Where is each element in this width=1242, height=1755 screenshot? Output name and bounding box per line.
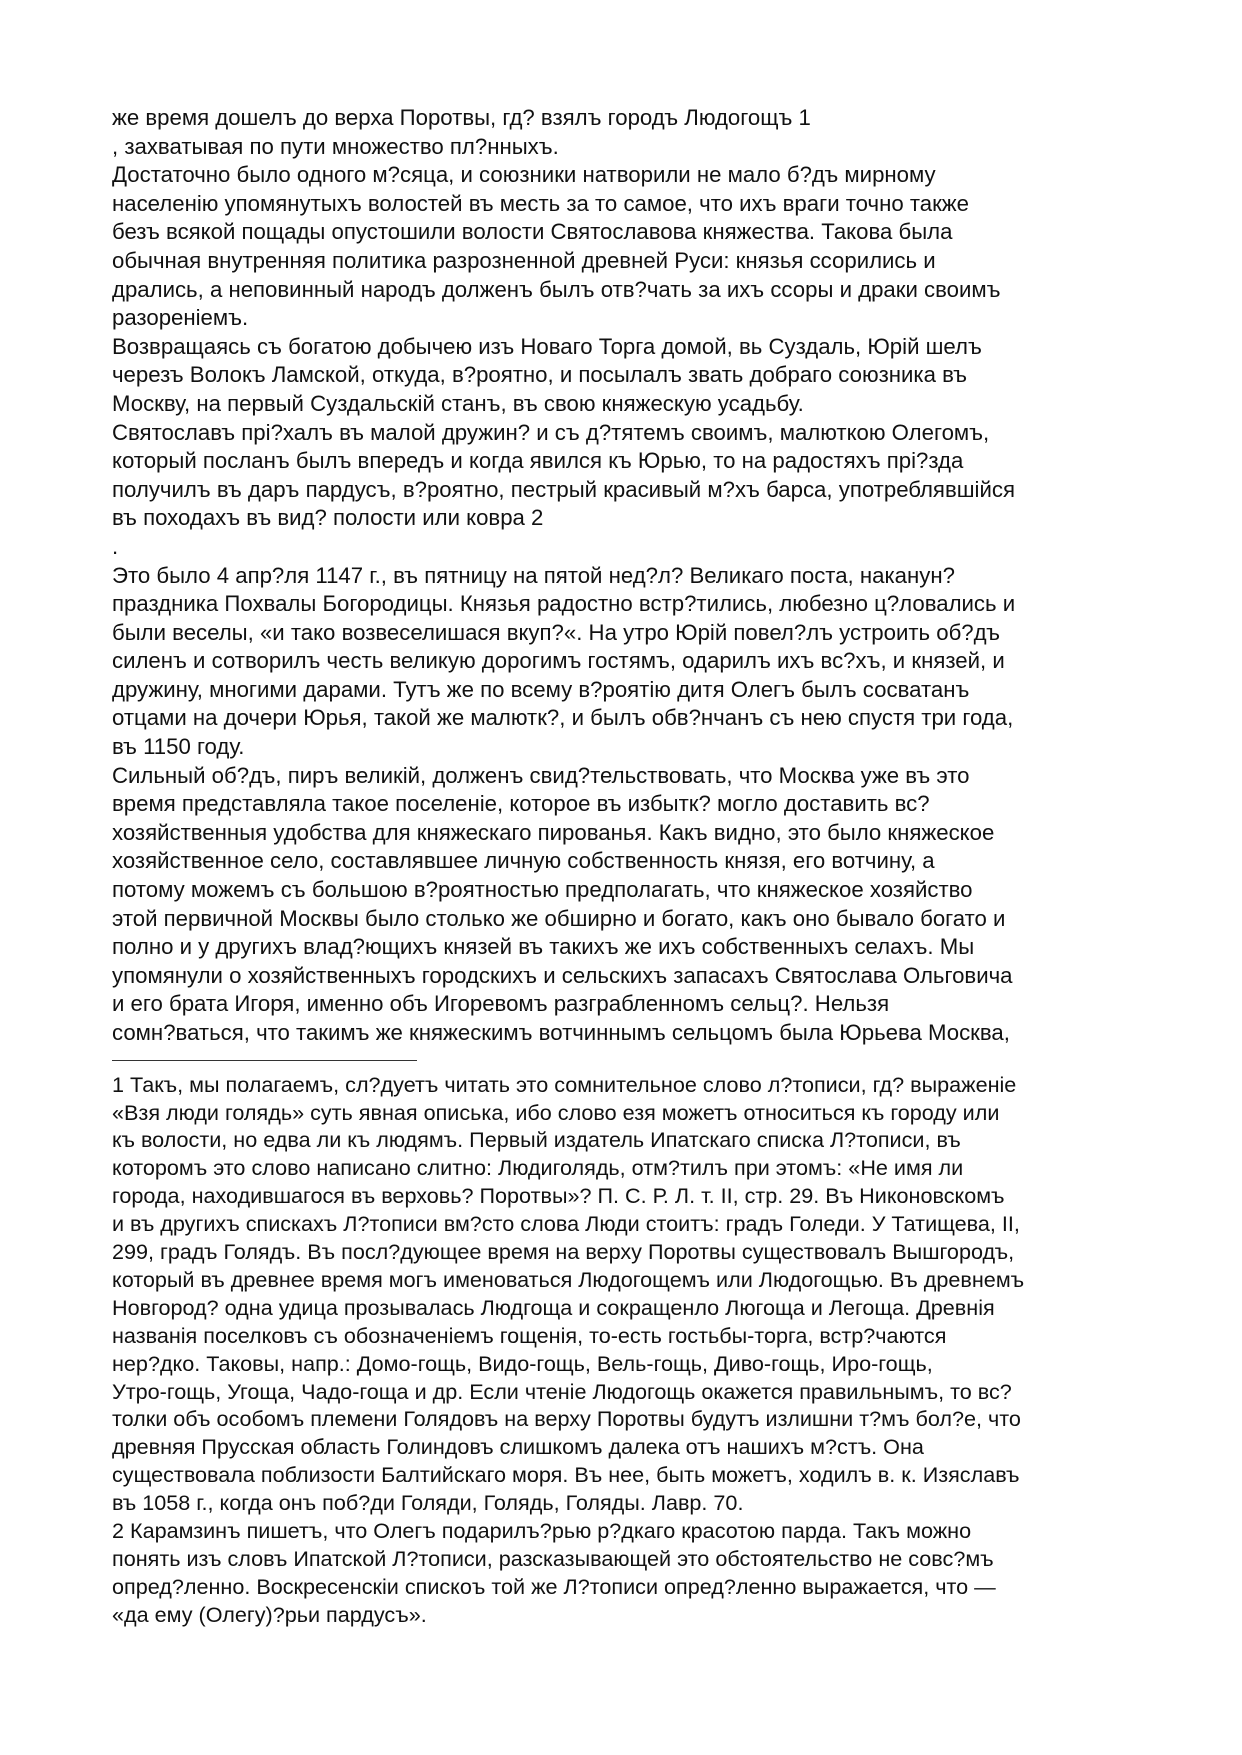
text-line: . [112, 533, 119, 559]
text-line: Святославъ прі?халъ въ малой дружин? и съ д?тятемъ своимъ, малюткою Олегомъ, [112, 419, 990, 445]
text-line: Достаточно было одного м?сяца, и союзники натворили не мало б?дъ мирному [112, 162, 936, 188]
text-line: и его брата Игоря, именно объ Игоревомъ разграбленномъ сельц?. Нельзя [112, 991, 890, 1017]
footnote-line: понять изъ словъ Ипатской Л?тописи, разсказывающей это обстоятельство не совс?мъ [112, 1546, 994, 1571]
text-line: время представляла такое поселеніе, которое въ избытк? могло доставить вс? [112, 791, 930, 817]
text-line: силенъ и сотворилъ честь великую дорогимъ гостямъ, одарилъ ихъ вс?хъ, и князей, и [112, 648, 1005, 674]
footnote-line: которомъ это слово написано слитно: Людиголядь, отм?тилъ при этомъ: «Не имя ли [112, 1155, 964, 1181]
text-line: упомянули о хозяйственныхъ городскихъ и сельскихъ запасахъ Святослава Ольговича [112, 962, 1013, 988]
footnote-line: толки объ особомъ племени Голядовъ на верху Поротвы будутъ излишни т?мъ бол?е, что [112, 1406, 1021, 1432]
footnote-line: существовала поблизости Балтийскаго моря. Въ нее, быть можетъ, ходилъ в. к. Изяславъ [112, 1462, 1020, 1488]
text-line: въ походахъ въ вид? полости или ковра 2 [112, 505, 544, 531]
footnote-line: древняя Прусская область Голиндовъ слишкомъ далека отъ нашихъ м?стъ. Она [112, 1434, 924, 1460]
footnotes [112, 1071, 1142, 1629]
text-line: полно и у другихъ влад?ющихъ князей въ такихъ же ихъ собственныхъ селахъ. Мы [112, 934, 975, 960]
text-line: Возвращаясь съ богатою добычею изъ Новаго Торга домой, вь Суздаль, Юрій шелъ [112, 333, 982, 359]
document-page [112, 104, 1142, 1629]
main-text [112, 104, 1142, 1048]
text-line: безъ всякой пощады опустошили волости Святославова княжества. Такова была [112, 219, 953, 245]
footnote-line: въ 1058 г., когда онъ поб?ди Голяди, Голядь, Голяды. Лавр. 70. [112, 1490, 744, 1516]
text-line: же время дошелъ до верха Поротвы, гд? взялъ городъ Людогощъ 1 [112, 105, 811, 130]
footnote-line: Утро-гощь, Угоща, Чадо-гоща и др. Если чтеніе Людогощь окажется правильнымъ, то вс? [112, 1378, 1012, 1404]
text-line: сомн?ваться, что такимъ же княжескимъ вотчиннымъ сельцомъ была Юрьева Москва, [112, 1020, 1010, 1045]
footnote-line: нер?дко. Таковы, напр.: Домо-гощь, Видо-гощь, Вель-гощь, Диво-гощь, Иро-гощь, [112, 1350, 933, 1376]
footnote-line: 2 Карамзинъ пишетъ, что Олегъ подарилъ?рью р?дкаго красотою парда. Такъ можно [112, 1518, 972, 1544]
footnote-line: Новгород? одна удица прозывалась Людгоща и сокращенло Люгоща и Легоща. Древнія [112, 1294, 995, 1320]
text-line: Москву, на первый Суздальскій станъ, въ свою княжескую усадьбу. [112, 390, 804, 416]
text-line: обычная внутренняя политика разрозненной древней Руси: князья ссорились и [112, 247, 936, 273]
text-line: черезъ Волокъ Ламской, откуда, в?роятно, и посылалъ звать добраго союзника въ [112, 362, 968, 388]
footnote-line: «да ему (Олегу)?рьи пардусъ». [112, 1601, 427, 1627]
text-line: Это было 4 апр?ля 1147 г., въ пятницу на пятой нед?л? Великаго поста, наканун? [112, 562, 955, 588]
text-line: потому можемъ съ большою в?роятностью предполагать, что княжеское хозяйство [112, 877, 973, 903]
text-line: хозяйственныя удобства для княжескаго пированья. Какъ видно, это было княжеское [112, 819, 995, 845]
text-line: отцами на дочери Юрья, такой же малютк?, и былъ обв?нчанъ съ нею спустя три года, [112, 705, 1014, 731]
text-line: этой первичной Москвы было столько же обширно и богато, какъ оно бывало богато и [112, 905, 1006, 931]
text-line: въ 1150 году. [112, 734, 245, 760]
footnote-line: 1 Такъ, мы полагаемъ, сл?дуетъ читать это сомнительное слово л?тописи, гд? выраженіе [112, 1071, 1017, 1097]
footnote-line: и въ другихъ спискахъ Л?тописи вм?сто слова Люди стоитъ: градъ Голеди. У Татищева, II, [112, 1211, 1020, 1237]
footnote-line: опред?ленно. Воскресенскіи спискоъ той же Л?тописи опред?ленно выражается, что — [112, 1573, 996, 1599]
footnote-line: который въ древнее время могъ именоваться Людогощемъ или Людогощью. Въ древнемъ [112, 1266, 1025, 1292]
text-line: Сильный об?дъ, пиръ великій, долженъ свид?тельствовать, что Москва уже въ это [112, 762, 970, 788]
text-line: были веселы, «и тако возвеселишася вкуп?«. На утро Юрій повел?лъ устроить об?дъ [112, 619, 1000, 645]
text-line: разореніемъ. [112, 305, 249, 331]
footnote-line: названія поселковъ съ обозначеніемъ гощенія, то-есть гостьбы-торга, встр?чаются [112, 1322, 947, 1348]
footnote-line: къ волости, но едва ли къ людямъ. Первый издатель Ипатскаго списка Л?тописи, въ [112, 1127, 961, 1153]
text-line: праздника Похвалы Богородицы. Князья радостно встр?тились, любезно ц?ловались и [112, 591, 1016, 617]
text-line: населенію упомянутыхъ волостей въ месть за то самое, что ихъ враги точно также [112, 190, 969, 216]
text-line: который посланъ былъ впередъ и когда явился къ Юрью, то на радостяхъ прі?зда [112, 448, 964, 474]
footnote-line: 299, градъ Голядъ. Въ посл?дующее время на верху Поротвы существовалъ Вышгородъ, [112, 1239, 1015, 1265]
footnote-line: города, находившагося въ верховь? Поротвы»? П. С. Р. Л. т. II, стр. 29. Въ Никоновскомъ [112, 1183, 1005, 1209]
text-line: дружину, многими дарами. Тутъ же по всему в?роятію дитя Олегъ былъ сосватанъ [112, 676, 970, 702]
text-line: хозяйственное село, составлявшее личную собственность князя, его вотчину, а [112, 848, 935, 874]
text-line: , захватывая по пути множество пл?нныхъ. [112, 133, 559, 159]
footnote-divider [112, 1060, 417, 1061]
text-line: дрались, а неповинный народъ долженъ былъ отв?чать за ихъ ссоры и драки своимъ [112, 276, 1001, 302]
footnote-line: «Взя люди голядь» суть явная описька, ибо слово езя можетъ относиться къ городу или [112, 1099, 1000, 1125]
text-line: получилъ въ даръ пардусъ, в?роятно, пестрый красивый м?хъ барса, употреблявшійся [112, 476, 1015, 502]
